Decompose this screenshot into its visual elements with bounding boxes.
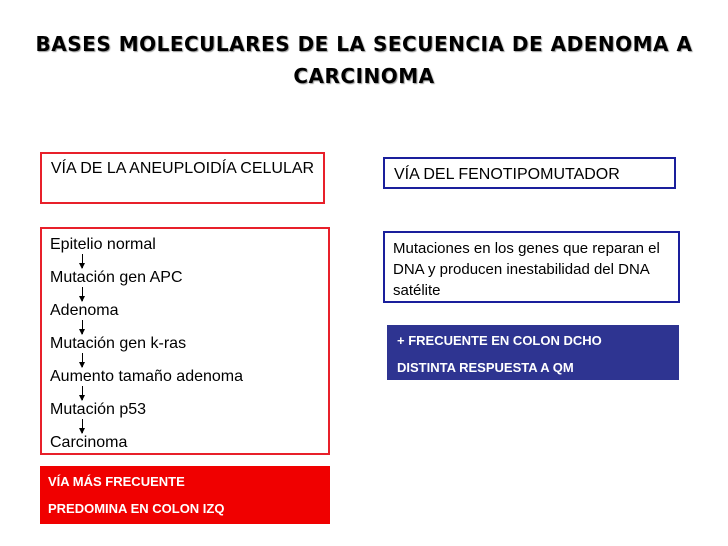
note-right-colon: + FRECUENTE EN COLON DCHO	[397, 333, 602, 348]
step-epithelium: Epitelio normal	[50, 236, 156, 253]
down-arrow-icon	[82, 386, 83, 400]
note-chemo-response: DISTINTA RESPUESTA A QM	[397, 360, 574, 375]
note-left-colon: PREDOMINA EN COLON IZQ	[48, 501, 225, 516]
step-carcinoma: Carcinoma	[50, 434, 128, 451]
step-adenoma-growth: Aumento tamaño adenoma	[50, 368, 244, 385]
aneuploidy-pathway-notes	[40, 466, 330, 524]
step-apc-mutation: Mutación gen APC	[50, 269, 183, 286]
step-p53-mutation: Mutación p53	[50, 401, 147, 418]
down-arrow-icon	[82, 287, 83, 301]
down-arrow-icon	[82, 254, 83, 268]
mutator-phenotype-pathway-heading: VÍA DEL FENOTIPOMUTADOR	[383, 157, 676, 189]
slide-title: BASES MOLECULARES DE LA SECUENCIA DE ADENOMA A CARCINOMA	[35, 32, 693, 88]
note-most-frequent: VÍA MÁS FRECUENTE	[48, 474, 185, 489]
aneuploidy-steps-box	[40, 227, 330, 455]
aneuploidy-pathway-heading: VÍA DE LA ANEUPLOIDÍA CELULAR	[40, 152, 325, 204]
down-arrow-icon	[82, 353, 83, 367]
step-adenoma: Adenoma	[50, 302, 119, 319]
step-kras-mutation: Mutación gen k-ras	[50, 335, 187, 352]
down-arrow-icon	[82, 419, 83, 433]
down-arrow-icon	[82, 320, 83, 334]
mutator-pathway-notes	[387, 325, 679, 380]
dna-repair-mutation-box: Mutaciones en los genes que reparan el DNA y producen inestabilidad del DNA satélite	[383, 231, 680, 303]
